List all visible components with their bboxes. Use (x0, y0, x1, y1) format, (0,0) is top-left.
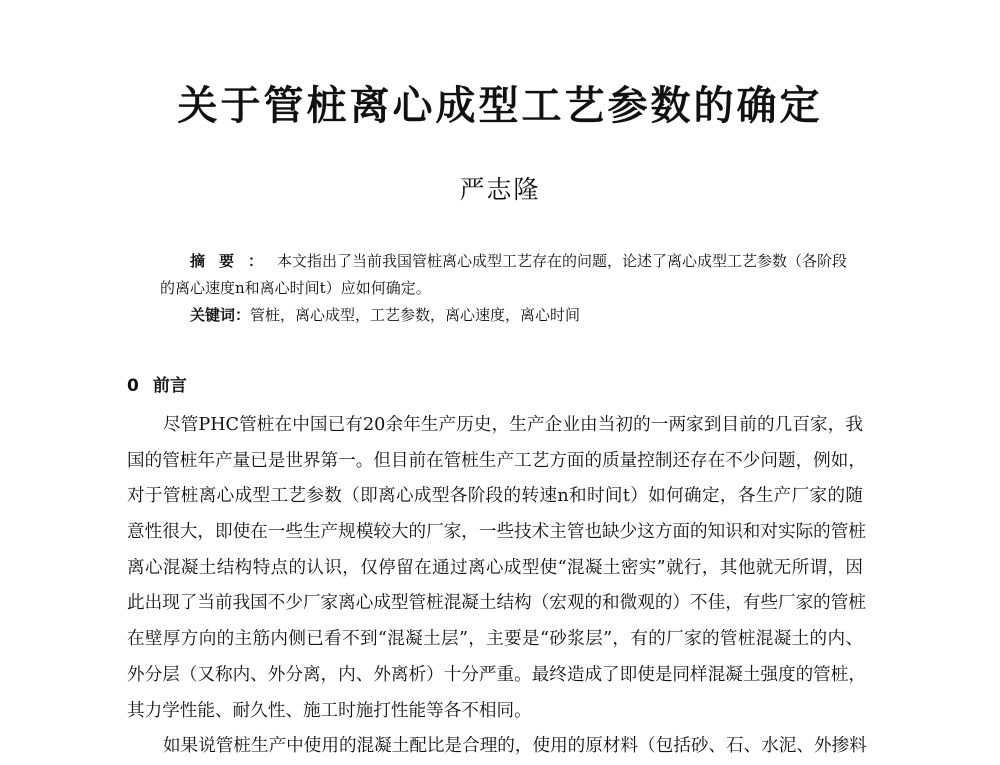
section-heading (127, 373, 187, 399)
abstract-line-2: 的离心速度n和离心时间t）应如何确定。 (160, 279, 431, 297)
abstract-line-1 (160, 248, 860, 275)
body-line: 此出现了当前我国不少厂家离心成型管桩混凝土结构（宏观的和微观的）不佳，有些厂家的管桩 (127, 593, 866, 614)
body-line: 国的管桩年产量已是世界第一。但目前在管桩生产工艺方面的质量控制还存在不少问题，例如， (127, 450, 866, 471)
body-line: 离心混凝土结构特点的认识，仅停留在通过离心成型使“混凝土密实”就行，其他就无所谓，因 (127, 557, 863, 578)
section-number: 0 (127, 376, 139, 396)
abstract-label: 摘要： (190, 252, 278, 270)
body-line: 尽管PHC管桩在中国已有20余年生产历史，生产企业由当初的一两家到目前的几百家，我 (163, 415, 863, 435)
paper-title: 关于管桩离心成型工艺参数的确定 (177, 83, 823, 129)
keywords-line (160, 302, 860, 329)
author-name: 严志隆 (459, 175, 541, 204)
body-line: 其力学性能、耐久性、施工时施打性能等各不相同。 (127, 700, 532, 721)
body-line: 在壁厚方向的主筋内侧已看不到“混凝土层”，主要是“砂浆层”，有的厂家的管桩混凝土的内、 (127, 629, 863, 650)
abstract-text-1: 本文指出了当前我国管桩离心成型工艺存在的问题，论述了离心成型工艺参数（各阶段 (277, 252, 848, 270)
keywords-text: 管桩，离心成型，工艺参数，离心速度，离心时间 (250, 306, 581, 324)
body-text (127, 408, 867, 765)
body-line: 如果说管桩生产中使用的混凝土配比是合理的，使用的原材料（包括砂、石、水泥、外掺料 (163, 736, 867, 757)
body-line: 意性很大，即使在一些生产规模较大的厂家，一些技术主管也缺少这方面的知识和对实际的管桩 (127, 522, 866, 543)
abstract-block (160, 248, 860, 329)
section-title: 前言 (152, 376, 187, 396)
keywords-label: 关键词： (190, 306, 251, 324)
body-line: 外分层（又称内、外分离，内、外离析）十分严重。最终造成了即使是同样混凝土强度的管桩， (127, 664, 866, 685)
body-line: 对于管桩离心成型工艺参数（即离心成型各阶段的转速n和时间t）如何确定，各生产厂家的随 (127, 486, 863, 507)
